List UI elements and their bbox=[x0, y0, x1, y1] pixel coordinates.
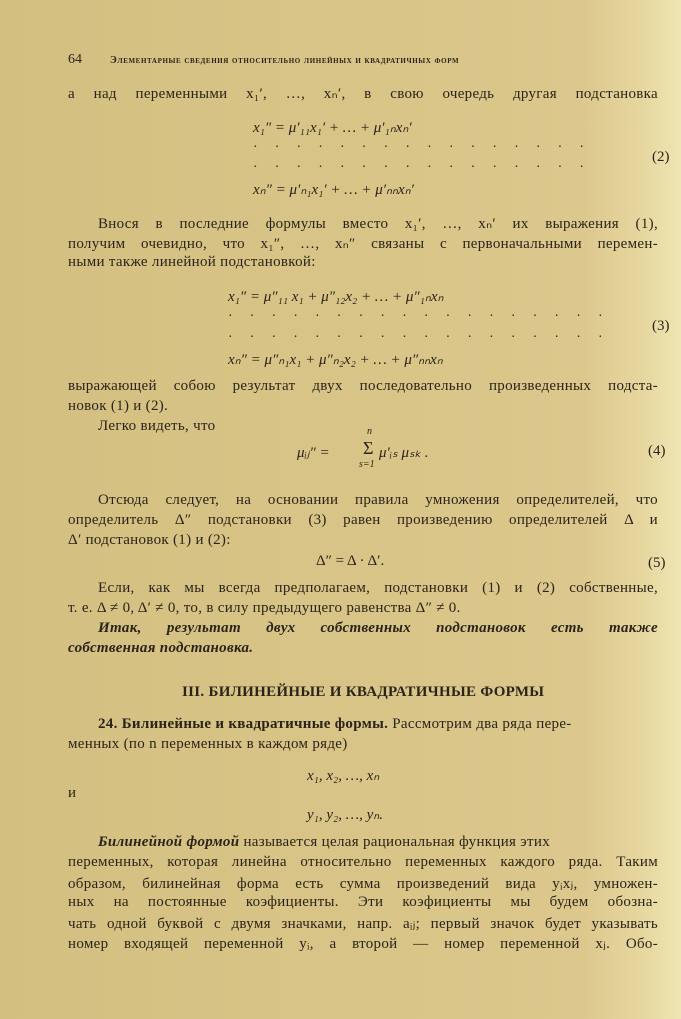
equation-number: (2) bbox=[652, 149, 670, 165]
equation-4-lhs: μᵢⱼ″ = bbox=[297, 445, 330, 461]
series-y: y₁, y₂, …, yₙ. bbox=[307, 807, 383, 823]
text-line: называется целая рациональная функция этих bbox=[243, 834, 551, 850]
equation-3-row-2: xₙ″ = μ″ₙ₁x₁ + μ″ₙ₂x₂ + … + μ″ₙₙxₙ bbox=[228, 352, 443, 368]
equation-2-row-2: xₙ″ = μ′ₙ₁x₁′ + … + μ′ₙₙxₙ′ bbox=[253, 182, 414, 198]
sum-upper-limit: n bbox=[367, 426, 372, 437]
text-line: ными также линейной подстановкой: bbox=[68, 254, 316, 270]
equation-2-dots: · · · · · · · · · · · · · · · · bbox=[253, 140, 591, 155]
sum-lower-limit: s=1 bbox=[359, 459, 375, 470]
italic-statement: собственная подстановка. bbox=[68, 640, 254, 656]
equation-3-dots: · · · · · · · · · · · · · · · · · · bbox=[228, 330, 610, 345]
text-line: Рассмотрим два ряда пере- bbox=[392, 716, 572, 732]
equation-3-row-1: x₁″ = μ″₁₁ x₁ + μ″₁₂x₂ + … + μ″₁ₙxₙ bbox=[228, 289, 444, 305]
text-line: Δ′ подстановок (1) и (2): bbox=[68, 532, 231, 548]
equation-number: (3) bbox=[652, 318, 670, 334]
italic-statement: Итак, результат двух собственных подстановок есть также bbox=[98, 620, 658, 636]
text-line: получим очевидно, что x₁″, …, xₙ″ связаны с первоначальными перемен- bbox=[68, 236, 658, 252]
subsection-first-line bbox=[98, 716, 658, 733]
equation-4-rhs: μ′ᵢₛ μₛₖ . bbox=[379, 445, 429, 461]
text-line: Отсюда следует, на основании правила умножения определителей, что bbox=[98, 492, 658, 508]
equation-number: (4) bbox=[648, 443, 666, 459]
defined-term: Билинейной формой bbox=[98, 834, 240, 850]
text-line: менных (по n переменных в каждом ряде) bbox=[68, 736, 348, 752]
text-line: а над переменными x₁′, …, xₙ′, в свою очередь другая подстановка bbox=[68, 86, 658, 102]
text-line: образом, билинейная форма есть сумма произведений вида yᵢxⱼ, умножен- bbox=[68, 876, 658, 892]
page-number: 64 bbox=[68, 52, 82, 67]
text-line: определитель Δ″ подстановки (3) равен произведению определителей Δ и bbox=[68, 512, 658, 528]
equation-3-dots: · · · · · · · · · · · · · · · · · · bbox=[228, 309, 610, 324]
equation-2-dots: · · · · · · · · · · · · · · · · bbox=[253, 160, 591, 175]
text-line: Внося в последние формулы вместо x₁′, …, xₙ′ их выражения (1), bbox=[98, 216, 658, 232]
text-line: чать одной буквой с двумя значками, напр. aᵢⱼ; первый значок будет указывать bbox=[68, 916, 658, 932]
text-line: номер входящей переменной yᵢ, а второй — номер переменной xⱼ. Обо- bbox=[68, 936, 658, 952]
text-line: т. е. Δ ≠ 0, Δ′ ≠ 0, то, в силу предыдущего равенства Δ″ ≠ 0. bbox=[68, 600, 461, 616]
sum-sign: Σ bbox=[363, 438, 374, 458]
text-line: выражающей собою результат двух последовательно произведенных подста- bbox=[68, 378, 658, 394]
subsection-heading: 24. Билинейные и квадратичные формы. bbox=[98, 716, 389, 732]
text-line: переменных, которая линейна относительно переменных каждого ряда. Таким bbox=[68, 854, 658, 870]
text-line: новок (1) и (2). bbox=[68, 398, 169, 414]
text-line: Если, как мы всегда предполагаем, подстановки (1) и (2) собственные, bbox=[98, 580, 658, 596]
running-title: Элементарные сведения относительно линейных и квадратичных форм bbox=[110, 55, 460, 66]
series-x: x₁, x₂, …, xₙ bbox=[307, 768, 380, 784]
equation-2-row-1: x₁″ = μ′₁₁x₁′ + … + μ′₁ₙxₙ′ bbox=[253, 120, 412, 136]
definition-first-line bbox=[98, 834, 658, 851]
equation-5: Δ″ = Δ · Δ′. bbox=[316, 553, 385, 569]
equation-number: (5) bbox=[648, 555, 666, 571]
text-line: Легко видеть, что bbox=[98, 418, 216, 434]
text-line: и bbox=[68, 785, 77, 801]
section-title: III. БИЛИНЕЙНЫЕ И КВАДРАТИЧНЫЕ ФОРМЫ bbox=[182, 684, 545, 700]
text-line: ных на постоянные коэфициенты. Эти коэфициенты мы будем обозна- bbox=[68, 894, 658, 910]
